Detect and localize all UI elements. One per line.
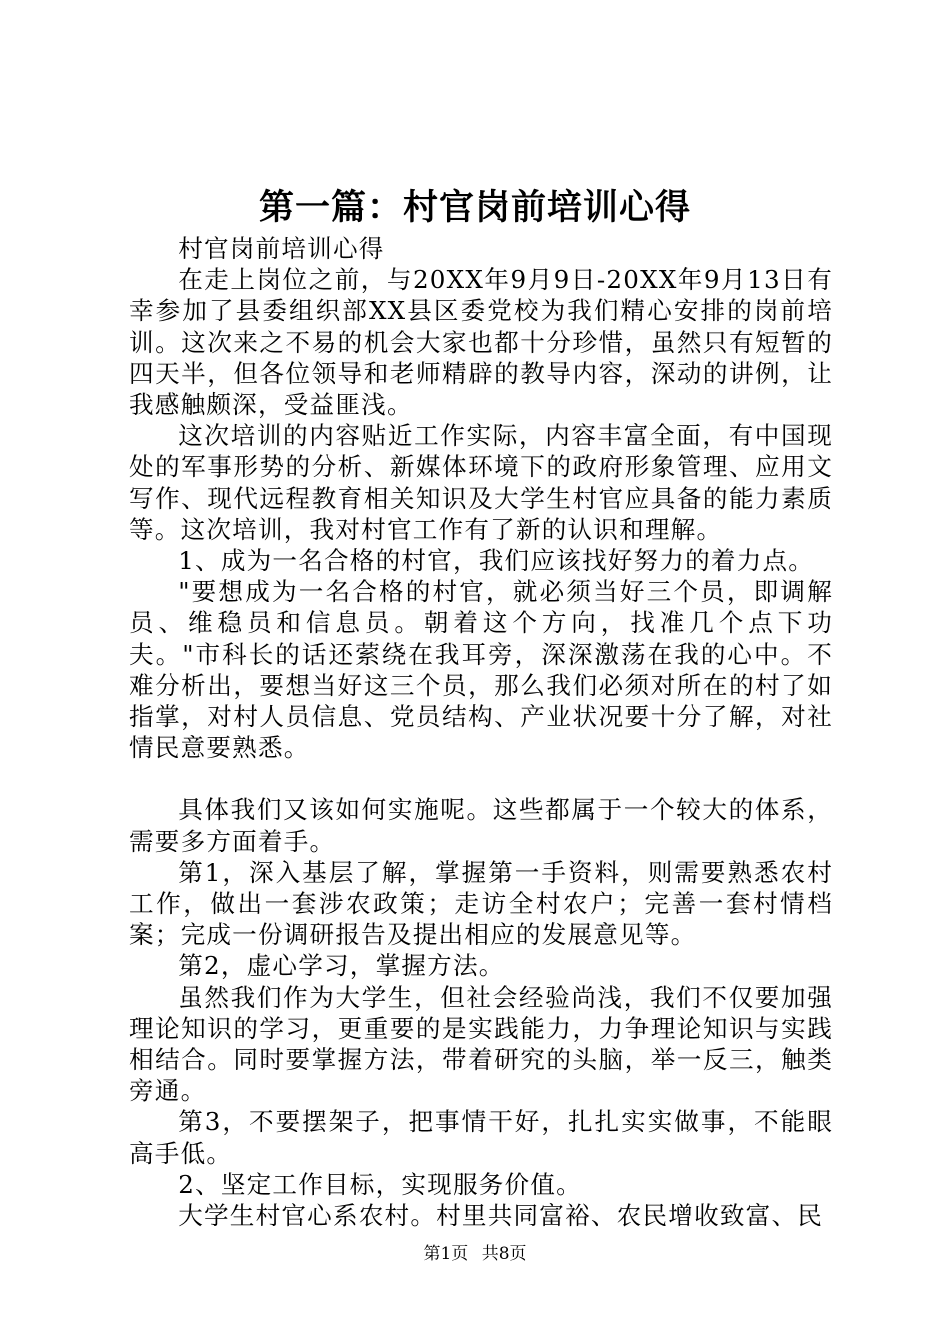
paragraph: 这次培训的内容贴近工作实际，内容丰富全面，有中国现处的军事形势的分析、新媒体环境下的政府形象管理、应用文写作、现代远程教育相关知识及大学生村官应具备的能力素质等。这次培训，我对村官工作有了新的认识和理解。 — [129, 421, 833, 544]
paragraph: 在走上岗位之前，与20XX年9月9日-20XX年9月13日有幸参加了县委组织部XX县区委党校为我们精心安排的岗前培训。这次来之不易的机会大家也都十分珍惜，虽然只有短暂的四天半，但各位领导和老师精辟的教导内容，深动的讲例，让我感触颇深，受益匪浅。 — [129, 265, 833, 420]
paragraph: 第1，深入基层了解，掌握第一手资料，则需要熟悉农村工作，做出一套涉农政策；走访全村农户；完善一套村情档案；完成一份调研报告及提出相应的发展意见等。 — [129, 857, 833, 950]
paragraph: "要想成为一名合格的村官，就必须当好三个员，即调解员、维稳员和信息员。朝着这个方向，找准几个点下功夫。"市科长的话还萦绕在我耳旁，深深激荡在我的心中。不难分析出，要想当好这三个员，那么我们必须对所在的村了如指掌，对村人员信息、党员结构、产业状况要十分了解，对社情民意要熟悉。 — [129, 577, 833, 763]
paragraph: 大学生村官心系农村。村里共同富裕、农民增收致富、民 — [178, 1201, 824, 1231]
paragraph-heading: 1、成为一名合格的村官，我们应该找好努力的着力点。 — [178, 546, 815, 576]
document-title: 第一篇：村官岗前培训心得 — [258, 188, 691, 228]
paragraph: 第2，虚心学习，掌握方法。 — [178, 951, 505, 981]
page-footer — [0, 1242, 950, 1266]
paragraph-spacer — [129, 763, 833, 794]
page-number: 第1页 — [423, 1244, 469, 1264]
page-total: 共8页 — [481, 1244, 527, 1264]
paragraph: 第3，不要摆架子，把事情干好，扎扎实实做事，不能眼高手低。 — [129, 1107, 833, 1168]
paragraph-heading: 2、坚定工作目标，实现服务价值。 — [178, 1169, 582, 1199]
paragraph-subtitle: 村官岗前培训心得 — [178, 234, 385, 263]
document-body — [129, 233, 833, 1231]
paragraph: 虽然我们作为大学生，但社会经验尚浅，我们不仅要加强理论知识的学习，更重要的是实践能力，力争理论知识与实践相结合。同时要掌握方法，带着研究的头脑，举一反三，触类旁通。 — [129, 982, 833, 1106]
paragraph: 具体我们又该如何实施呢。这些都属于一个较大的体系，需要多方面着手。 — [129, 795, 833, 856]
